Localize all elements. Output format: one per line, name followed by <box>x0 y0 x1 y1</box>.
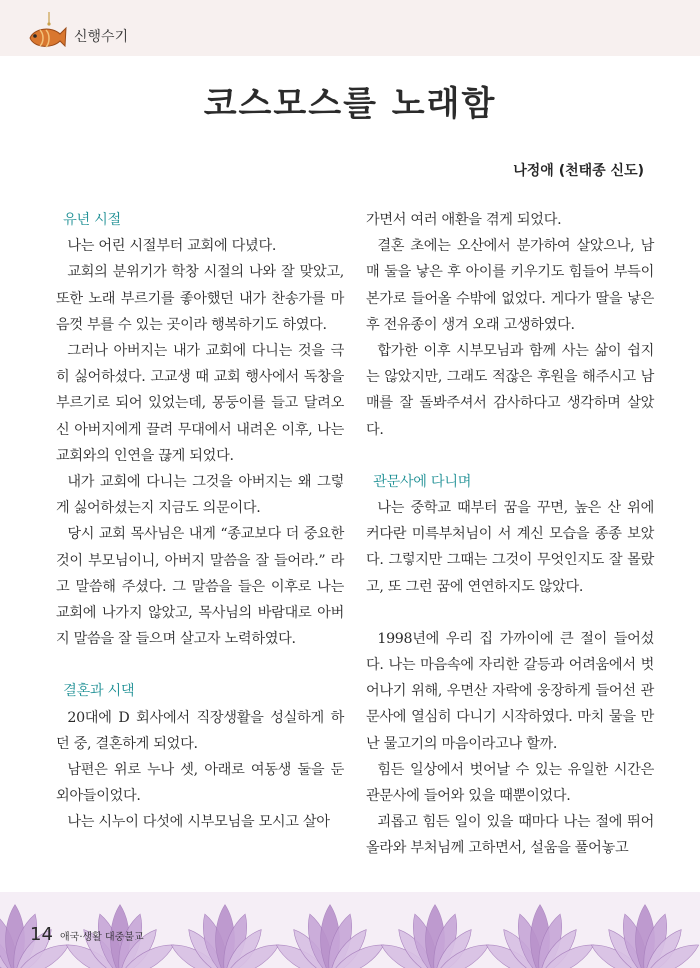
paragraph: 나는 시누이 다섯에 시부모님을 모시고 살아 <box>67 814 330 831</box>
paragraph: 1998년에 우리 집 가까이에 큰 절이 들어섰다. 나는 마음속에 자리한 갈등과 어려움에서 벗어나기 위해, 우면산 자락에 웅장하게 들어선 관문사에 열심히 다니기 시작하였다. 마치 물을 만난 물고기의 마음이라고나 할까. <box>366 630 654 752</box>
section-label: 신행수기 <box>74 29 129 45</box>
header-bar <box>0 0 700 56</box>
lotus-flower <box>272 905 388 968</box>
paragraph: 가면서 여러 애환을 겪게 되었다. <box>366 212 562 228</box>
paragraph: 결혼 초에는 오산에서 분가하여 살았으나, 남매 둘을 낳은 후 아이를 키우기도 힘들어 부득이 본가로 들어올 수밖에 없었다. 게다가 딸을 낳은 후 전유종이 생겨 오래 고생하였다. <box>366 238 654 333</box>
paragraph: 합가한 이후 시부모님과 함께 사는 삶이 쉽지는 않았지만, 그래도 적잖은 후원을 해주시고 남매를 잘 돌봐주셔서 감사하다고 생각하며 살았다. <box>366 343 654 438</box>
paragraph: 그러나 아버지는 내가 교회에 다니는 것을 극히 싫어하셨다. 고교생 때 교회 행사에서 독창을 부르기로 되어 있었는데, 몽둥이를 들고 달려오신 아버지에게 끌려 무대에서 내려온 이후, 나는 교회와의 인연을 끊게 되었다. <box>56 343 344 464</box>
magazine-name: 애국·생활 대중불교 <box>60 932 144 943</box>
paragraph-gap <box>366 443 654 469</box>
lotus-flower <box>167 905 283 968</box>
paragraph: 남편은 위로 누나 셋, 아래로 여동생 둘을 둔 외아들이었다. <box>56 762 344 805</box>
paragraph-gap <box>366 600 654 626</box>
paragraph: 당시 교회 목사님은 내게 “종교보다 더 중요한 것이 부모님이니, 아버지 말씀을 잘 들어라.” 라고 말씀해 주셨다. 그 말씀을 들은 이후로 나는 교회에 나가지 않았고, 목사님의 바람대로 아버지 말씀을 잘 들으며 살고자 노력하였다. <box>56 526 344 648</box>
paragraph: 나는 중학교 때부터 꿈을 꾸면, 높은 산 위에 커다란 미륵부처님이 서 계신 모습을 종종 보았다. 그렇지만 그때는 그것이 무엇인지도 잘 몰랐고, 또 그런 꿈에 연연하지도 않았다. <box>366 500 654 595</box>
paragraph: 교회의 분위기가 학창 시절의 나와 잘 맞았고, 또한 노래 부르기를 좋아했던 내가 찬송가를 마음껏 부를 수 있는 곳이라 행복하기도 하였다. <box>56 264 344 333</box>
fish-lantern-icon <box>26 12 68 52</box>
paragraph: 나는 어린 시절부터 교회에 다녔다. <box>67 238 277 255</box>
paragraph: 내가 교회에 다니는 그것을 아버지는 왜 그렇게 싫어하셨는지 지금도 의문이다. <box>56 474 344 517</box>
page-number: 14 <box>30 924 53 945</box>
lotus-flower <box>587 905 700 968</box>
lotus-flower <box>377 905 493 968</box>
paragraph: 괴롭고 힘든 일이 있을 때마다 나는 절에 뛰어 올라와 부처님께 고하면서, 설움을 풀어놓고 <box>366 814 654 857</box>
paragraph: 힘든 일상에서 벗어날 수 있는 유일한 시간은 관문사에 들어와 있을 때뿐이었다. <box>366 761 654 805</box>
section-heading: 관문사에 다니며 <box>373 473 472 490</box>
paragraph: 20대에 D 회사에서 직장생활을 성실하게 하던 중, 결혼하게 되었다. <box>56 709 344 752</box>
article-title: 코스모스를 노래함 <box>203 84 497 124</box>
paragraph-gap <box>56 652 344 678</box>
left-column <box>56 207 344 836</box>
section-heading: 결혼과 시댁 <box>63 683 135 700</box>
section-heading: 유년 시절 <box>63 212 121 228</box>
article-author: 나정애 (천태종 신도) <box>513 163 644 179</box>
lotus-flower <box>482 905 598 968</box>
right-column <box>366 207 654 862</box>
